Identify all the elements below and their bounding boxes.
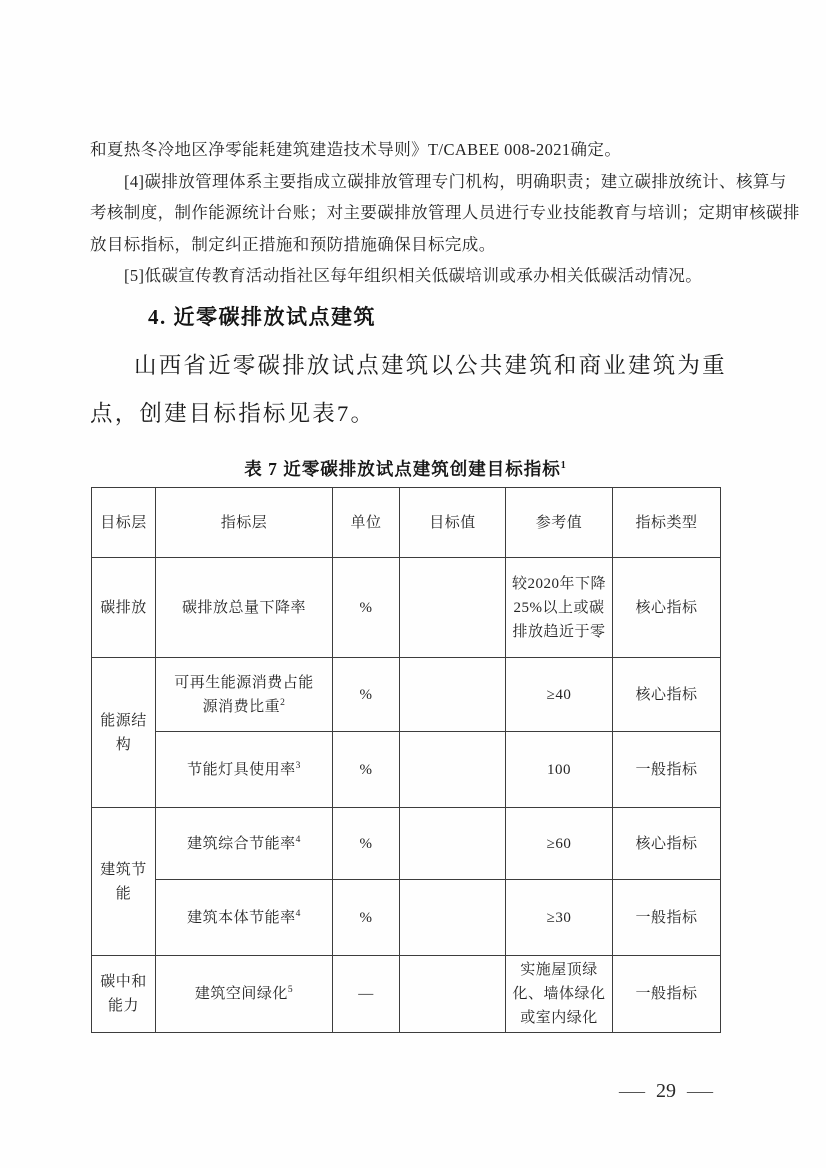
table-row — [92, 732, 721, 808]
header-indicator-layer: 指标层 — [156, 488, 333, 558]
table-title-text: 表 7 近零碳排放试点建筑创建目标指标 — [244, 459, 561, 479]
header-reference-value: 参考值 — [506, 488, 613, 558]
header-indicator-type: 指标类型 — [613, 488, 721, 558]
indicator-footnote-ref: 4 — [295, 834, 301, 845]
cell-target — [400, 956, 506, 1033]
cell-unit: — — [333, 956, 400, 1033]
table-row — [92, 808, 721, 880]
header-unit: 单位 — [333, 488, 400, 558]
page-number-value: 29 — [656, 1080, 676, 1102]
section-heading: 4. 近零碳排放试点建筑 — [148, 305, 376, 329]
cell-indicator — [156, 558, 333, 658]
cell-type: 一般指标 — [613, 732, 721, 808]
cell-goal: 碳排放 — [92, 558, 156, 658]
body-line: 山西省近零碳排放试点建筑以公共建筑和商业建筑为重 — [134, 353, 727, 378]
cell-goal: 碳中和能力 — [92, 956, 156, 1033]
table-title — [91, 456, 720, 481]
page-number-dash-right: — — [687, 1080, 713, 1102]
indicator-text: 可再生能源消费占能源消费比重 — [174, 674, 314, 715]
cell-indicator — [156, 658, 333, 732]
cell-reference: 较2020年下降25%以上或碳排放趋近于零 — [506, 558, 613, 658]
cell-type: 核心指标 — [613, 808, 721, 880]
indicator-text: 碳排放总量下降率 — [181, 599, 306, 616]
cell-indicator — [156, 956, 333, 1033]
cell-unit: % — [333, 880, 400, 956]
table-header-row — [92, 488, 721, 558]
page-number-dash-left: — — [619, 1080, 645, 1102]
body-paragraph — [90, 342, 738, 438]
table-row — [92, 658, 721, 732]
body-line: 点，创建目标指标见表7。 — [90, 401, 376, 426]
cell-unit: % — [333, 732, 400, 808]
cell-target — [400, 808, 506, 880]
cell-indicator — [156, 732, 333, 808]
cell-type: 一般指标 — [613, 956, 721, 1033]
header-goal-layer: 目标层 — [92, 488, 156, 558]
table-row — [92, 956, 721, 1033]
footnote-line: [4]碳排放管理体系主要指成立碳排放管理专门机构，明确职责；建立碳排放统计、核算与 — [124, 171, 787, 191]
footnote-line: [5]低碳宣传教育活动指社区每年组织相关低碳培训或承办相关低碳活动情况。 — [124, 266, 703, 285]
cell-target — [400, 732, 506, 808]
cell-reference: ≥30 — [506, 880, 613, 956]
cell-type: 核心指标 — [613, 658, 721, 732]
cell-type: 核心指标 — [613, 558, 721, 658]
table-row — [92, 558, 721, 658]
header-target-value: 目标值 — [400, 488, 506, 558]
footnote-line: 考核制度，制作能源统计台账；对主要碳排放管理人员进行专业技能教育与培训；定期审核碳排 — [90, 203, 800, 222]
indicator-footnote-ref: 5 — [287, 985, 294, 995]
cell-indicator — [156, 880, 333, 956]
cell-target — [400, 658, 506, 732]
footnote-block — [90, 134, 800, 292]
table-row — [92, 880, 721, 956]
target-indicators-table — [91, 487, 721, 1033]
table-title-footnote-ref: 1 — [560, 460, 567, 472]
indicator-text: 建筑本体节能率 — [187, 909, 296, 926]
cell-type: 一般指标 — [613, 880, 721, 956]
indicator-text: 建筑空间绿化 — [194, 986, 288, 1002]
indicator-text: 建筑综合节能率 — [187, 835, 296, 852]
indicator-footnote-ref: 4 — [295, 908, 301, 919]
cell-goal: 能源结构 — [92, 658, 156, 808]
cell-indicator — [156, 808, 333, 880]
cell-unit: % — [333, 658, 400, 732]
cell-reference: 实施屋顶绿化、墙体绿化或室内绿化 — [506, 956, 613, 1033]
footnote-line: 放目标指标，制定纠正措施和预防措施确保目标完成。 — [90, 234, 496, 254]
cell-target — [400, 880, 506, 956]
indicator-footnote-ref: 2 — [280, 697, 286, 708]
page-number — [596, 1080, 736, 1103]
indicator-footnote-ref: 3 — [295, 760, 301, 771]
cell-goal: 建筑节能 — [92, 808, 156, 956]
cell-reference: ≥40 — [506, 658, 613, 732]
footnote-line: 和夏热冬冷地区净零能耗建筑建造技术导则》T/CABEE 008-2021确定。 — [90, 140, 622, 159]
cell-unit: % — [333, 558, 400, 658]
cell-target — [400, 558, 506, 658]
cell-unit: % — [333, 808, 400, 880]
cell-reference: ≥60 — [506, 808, 613, 880]
cell-reference: 100 — [506, 732, 613, 808]
indicator-text: 节能灯具使用率 — [187, 761, 296, 778]
